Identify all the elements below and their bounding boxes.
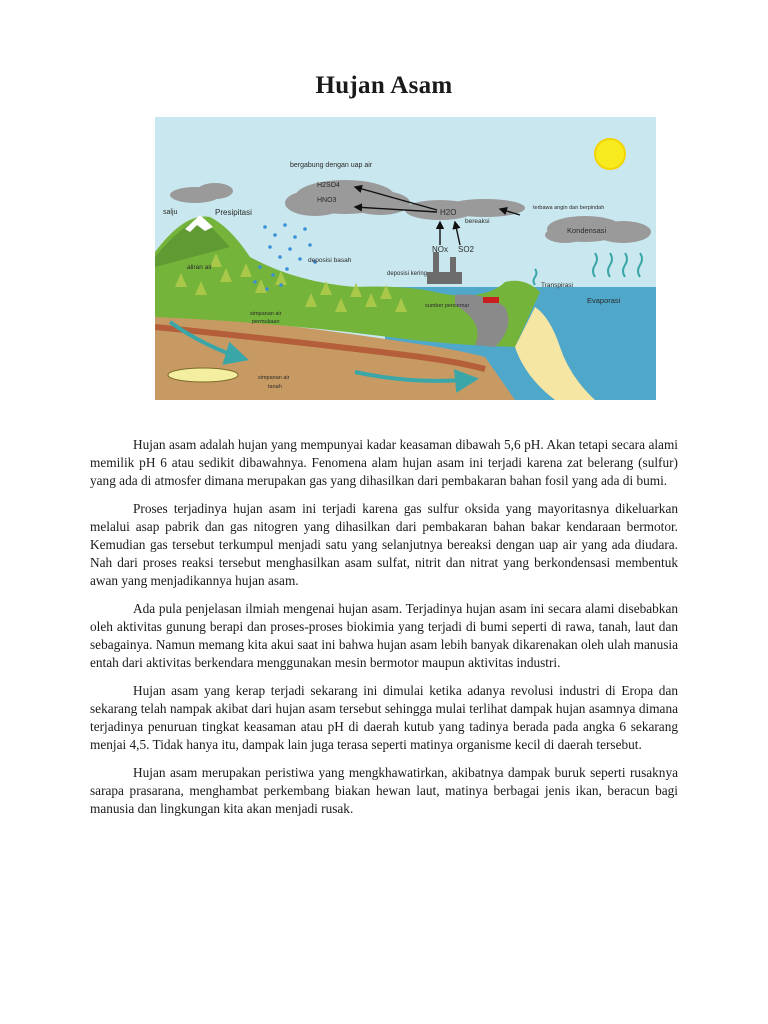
label-evaporation: Evaporasi (587, 296, 621, 305)
paragraph: Proses terjadinya hujan asam ini terjadi karena gas sulfur oksida yang mayoritasnya dikeluarkan melalui asap pabrik dan gas nitogren yang dihasilkan dari pembakaran bahan bakar kendaraan bermotor. Kemudian gas tersebut terkumpul menjadi satu yang selanjutnya bereaksi dengan uap air yang ada diudara. Nah dari proses reaksi tersebut menghasilkan asam sulfat, nitrit dan nitrat yang berkondensasi membentuk awan yang menjadikannya hujan asam. (90, 501, 678, 588)
label-h2so4: H2SO4 (317, 182, 340, 189)
paragraph: Hujan asam adalah hujan yang mempunyai kadar keasaman dibawah 5,6 pH. Akan tetapi secara alami memilik pH 6 atau sedikit dibawahnya. Fenomena alam hujan asam ini terjadi karena zat belerang (sulfur) yang ada di atmosfer dimana merupakan gas yang dihasilkan dari pembakaran bahan fosil yang ada di bumi. (90, 437, 678, 488)
label-surface-storage-1: simpanan air (250, 311, 282, 317)
label-nox: NOx (432, 245, 448, 254)
sun-icon (595, 139, 625, 169)
diagram-svg (155, 117, 656, 400)
page-title: Hujan Asam (315, 72, 453, 99)
label-water-flow: aliran air (187, 264, 212, 271)
label-condensation: Kondensasi (567, 226, 607, 235)
label-h2o: H2O (440, 208, 457, 217)
label-ground-storage-1: simpanan air (258, 375, 290, 381)
label-so2: SO2 (458, 245, 475, 254)
acid-rain-diagram (155, 117, 656, 400)
label-joined-vapor: bergabung dengan uap air (290, 162, 373, 169)
label-react: bereaksi (465, 218, 490, 225)
label-snow: salju (163, 209, 178, 216)
label-transpiration: Transpirasi (541, 282, 573, 289)
label-ground-storage-2: tanah (268, 384, 282, 390)
label-pollution-source: sumber pencemar (425, 303, 470, 309)
label-dry-deposition: deposisi kering (387, 271, 428, 277)
article-body (90, 436, 678, 828)
label-carried-wind: terbawa angin dan berpindah (533, 205, 605, 211)
label-surface-storage-2: permukaan (252, 319, 280, 325)
paragraph: Hujan asam yang kerap terjadi sekarang ini dimulai ketika adanya revolusi industri di Eropa dan sekarang telah nampak akibat dari hujan asam tersebut sehingga mulai terlihat dampak hujan asamnya dimana terjadinya penuruan tingkat keasaman atau pH di daerah kutub yang tadinya berada pada angka 6 sekarang menjai 4,5. Tidak hanya itu, dampak lain juga terasa seperti matinya organisme kecil di daerah tersebut. (90, 683, 678, 752)
paragraph: Ada pula penjelasan ilmiah mengenai hujan asam. Terjadinya hujan asam ini secara alami disebabkan oleh aktivitas gunung berapi dan proses-proses biokimia yang terjadi di bumi seperti di rawa, tanah, laut dan sebagainya. Namun memang kita akui saat ini bahwa hujan asam lebih banyak dikarenakan oleh ulah manusia entah dari aktivitas berkendara menggunakan mesin bermotor maupun aktivitas industri. (90, 601, 678, 670)
label-hno3: HNO3 (317, 197, 337, 204)
label-precipitation: Presipitasi (215, 208, 252, 217)
boat-icon (168, 368, 238, 382)
label-wet-deposition: deposisi basah (308, 257, 352, 264)
paragraph: Hujan asam merupakan peristiwa yang mengkhawatirkan, akibatnya dampak buruk seperti rusaknya sarapa prasarana, menghambat perkembang biakan hewan laut, matinya berbagai jenis ikan, beracun bagi manusia dan lingkungan kita akan menjadi rusak. (90, 765, 678, 816)
car-icon (483, 297, 499, 303)
